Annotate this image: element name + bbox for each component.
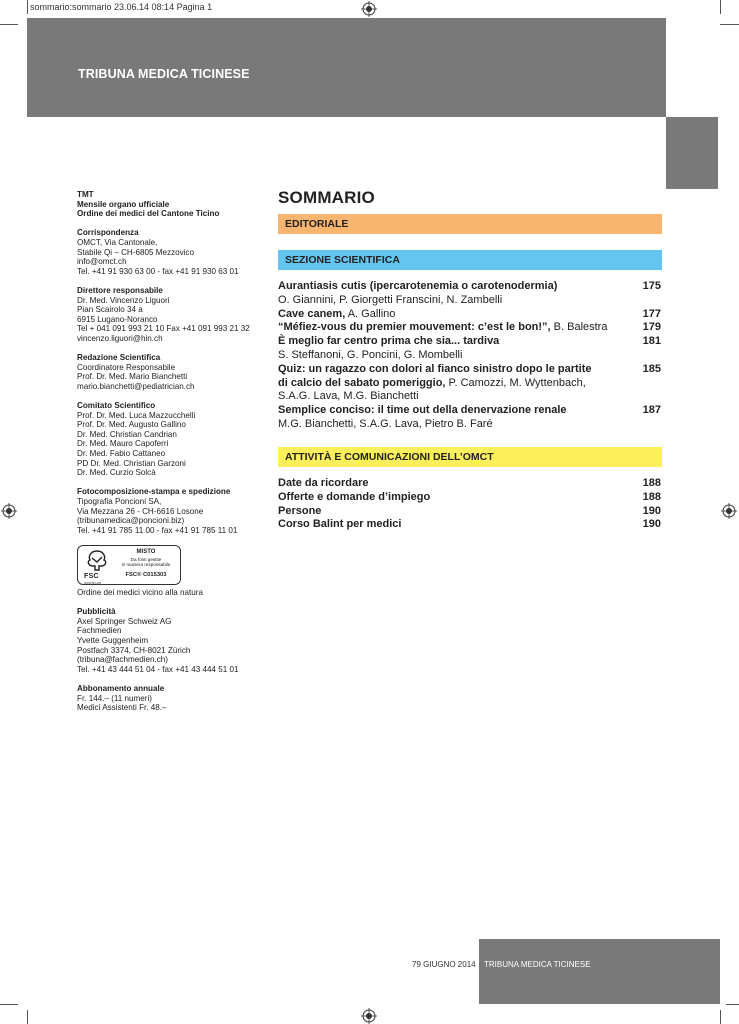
registration-mark-icon — [361, 1, 377, 17]
fsc-tree-icon — [84, 549, 110, 571]
toc-page-number: 177 — [642, 307, 661, 320]
journal-title: TRIBUNA MEDICA TICINESE — [78, 67, 250, 81]
masthead-column — [77, 190, 272, 722]
masthead-line: Postfach 3374, CH-8021 Zürich — [77, 645, 191, 655]
toc-authors: S. Steffanoni, G. Poncini, G. Mombelli — [278, 348, 463, 361]
toc-title: Semplice conciso: il time out della denervazione renale — [278, 404, 567, 417]
masthead-line: Prof. Dr. Med. Luca Mazzucchelli — [77, 410, 196, 420]
section-label: SEZIONE SCIENTIFICA — [285, 254, 400, 266]
registration-mark-icon — [1, 503, 17, 519]
toc-row — [278, 404, 662, 418]
fsc-sub-2: in maniera responsabile — [121, 561, 171, 567]
toc-page-number: 190 — [642, 518, 661, 531]
toc-row — [278, 294, 662, 308]
masthead-line: Tel. +41 91 930 63 00 - fax +41 91 930 63 01 — [77, 266, 239, 276]
masthead-line: Tel. +41 43 444 51 04 - fax +41 43 444 51 01 — [77, 664, 239, 674]
toc-title: Cave canem, — [278, 307, 346, 320]
fsc-mark: FSC — [84, 572, 99, 580]
crop-mark — [27, 0, 28, 14]
masthead-line: Prof. Dr. Med. Augusto Gallino — [77, 420, 186, 430]
section-bar-attivita — [278, 447, 662, 467]
crop-mark — [0, 24, 18, 25]
toc-page-number: 185 — [642, 362, 661, 375]
masthead-line: mario.bianchetti@pediatrician.ch — [77, 381, 195, 391]
masthead-line: Stabile Qi – CH-6805 Mezzovico — [77, 247, 194, 257]
toc-title: Offerte e domande d’impiego — [278, 490, 431, 503]
toc-page-number: 181 — [642, 335, 661, 348]
masthead-line: (tribuna@fachmedien.ch) — [77, 655, 168, 665]
masthead-line: OMCT, Via Cantonale, — [77, 237, 158, 247]
toc-page-number: 179 — [642, 321, 661, 334]
fsc-code: FSC® C015303 — [125, 571, 167, 578]
toc-title: È meglio far centro prima che sia... tardiva — [278, 335, 500, 348]
masthead-line: Yvette Guggenheim — [77, 635, 149, 645]
masthead-block — [77, 401, 272, 478]
masthead-heading: TMT — [77, 190, 94, 199]
toc-row — [278, 505, 662, 519]
toc-title: Corso Balint per medici — [278, 518, 402, 531]
crop-mark — [0, 1004, 18, 1005]
section-bar-editoriale — [278, 214, 662, 234]
masthead-top — [77, 190, 272, 535]
toc-row — [278, 477, 662, 491]
toc-title: “Méfiez-vous du premier mouvement: c’est le bon!”, — [278, 321, 551, 334]
masthead-heading: Comitato Scientifico — [77, 401, 156, 411]
toc-scientifica — [278, 280, 662, 432]
header-tab — [666, 117, 718, 189]
toc-authors: A. Gallino — [345, 307, 396, 320]
masthead-line: Coordinatore Responsabile — [77, 362, 176, 372]
masthead-heading: Abbonamento annuale — [77, 683, 165, 693]
issue-date: 79 GIUGNO 2014 — [412, 960, 476, 969]
masthead-line: Fachmedien — [77, 626, 122, 636]
toc-title: Date da ricordare — [278, 477, 369, 489]
masthead-line: Prof. Dr. Med. Mario Bianchetti — [77, 372, 188, 382]
toc-title: Quiz: un ragazzo con dolori al fianco sinistro dopo le partite — [278, 362, 592, 375]
toc-page-number: 188 — [642, 477, 661, 489]
toc-authors: M.G. Bianchetti, S.A.G. Lava, Pietro B. Faré — [278, 417, 493, 430]
section-bar-scientifica — [278, 250, 662, 270]
masthead-line: Dr. Med. Vincenzo Liguori — [77, 295, 170, 305]
masthead-block — [77, 607, 272, 674]
fsc-logo — [77, 545, 181, 585]
printer-slug: sommario:sommario 23.06.14 08:14 Pagina 1 — [30, 2, 213, 12]
masthead-line: Dr. Med. Curzio Solcà — [77, 468, 156, 478]
toc-authors: S.A.G. Lava, M.G. Bianchetti — [278, 390, 419, 403]
masthead-heading: Corrispondenza — [77, 228, 139, 238]
masthead-after — [77, 607, 272, 713]
masthead-line: Fr. 144.– (11 numeri) — [77, 693, 152, 703]
toc-authors: P. Camozzi, M. Wyttenbach, — [445, 376, 586, 389]
toc-page-number: 188 — [642, 490, 661, 503]
registration-mark-icon — [361, 1008, 377, 1024]
masthead-line: Mensile organo ufficiale — [77, 199, 170, 209]
toc-row — [278, 518, 662, 532]
masthead-block — [77, 228, 272, 276]
section-label: EDITORIALE — [285, 218, 349, 230]
fsc-sub-1: Da fonti gestite — [130, 556, 162, 562]
masthead-line: (tribunamedica@poncioni.biz) — [77, 516, 185, 526]
toc-row — [278, 377, 662, 391]
toc-row — [278, 280, 662, 294]
toc-row — [278, 308, 662, 322]
toc-row — [278, 363, 662, 377]
masthead-block — [77, 353, 272, 391]
masthead-heading: Redazione Scientifica — [77, 353, 161, 363]
footer-title: TRIBUNA MEDICA TICINESE — [484, 960, 591, 969]
crop-mark — [726, 1004, 739, 1005]
toc-page-number: 190 — [642, 504, 661, 517]
masthead-line: info@omct.ch — [77, 257, 127, 267]
toc-page-number: 187 — [642, 404, 661, 417]
toc-title: Persone — [278, 504, 322, 517]
masthead-line: PD Dr. Med. Christian Garzoni — [77, 458, 186, 468]
toc-attivita — [278, 477, 662, 532]
masthead-block — [77, 190, 272, 219]
crop-mark — [720, 24, 739, 25]
section-label: ATTIVITÀ E COMUNICAZIONI DELL’OMCT — [285, 451, 494, 463]
masthead-line: Tel. +41 91 785 11 00 - fax +41 91 785 11 01 — [77, 525, 238, 535]
toc-row — [278, 321, 662, 335]
crop-mark — [720, 1010, 721, 1024]
masthead-line: 6915 Lugano-Noranco — [77, 314, 158, 324]
fsc-url: www.fsc.org — [84, 580, 102, 585]
masthead-line: Pian Scairolo 34 a — [77, 305, 143, 315]
masthead-heading: Fotocomposizione-stampa e spedizione — [77, 487, 231, 497]
masthead-line: vincenzo.liguori@hin.ch — [77, 333, 163, 343]
masthead-line: Dr. Med. Christian Candrian — [77, 429, 177, 439]
toc-authors: B. Balestra — [550, 321, 608, 334]
masthead-line: Dr. Med. Fabio Cattaneo — [77, 449, 166, 459]
masthead-heading: Direttore responsabile — [77, 285, 163, 295]
toc-page-number: 175 — [642, 280, 661, 292]
masthead-line: Tipografia Poncioni SA, — [77, 497, 162, 506]
masthead-line: Axel Springer Schweiz AG — [77, 616, 172, 626]
masthead-line: Via Mezzana 26 - CH-6616 Losone — [77, 506, 204, 516]
fsc-caption: Ordine dei medici vicino alla natura — [77, 587, 203, 597]
fsc-label: MISTO — [136, 548, 156, 555]
footer-band — [479, 939, 720, 1004]
toc-row — [278, 390, 662, 404]
toc-title: di calcio del sabato pomeriggio, — [278, 376, 446, 389]
masthead-block — [77, 487, 272, 535]
registration-mark-icon — [721, 503, 737, 519]
toc-row — [278, 491, 662, 505]
toc-row — [278, 349, 662, 363]
toc-row — [278, 418, 662, 432]
crop-mark — [720, 0, 721, 14]
masthead-heading: Pubblicità — [77, 607, 116, 617]
masthead-line: Dr. Med. Mauro Capoferri — [77, 439, 169, 449]
masthead-block — [77, 684, 272, 713]
masthead-line: Tel + 041 091 993 21 10 Fax +41 091 993 21 32 — [77, 324, 250, 334]
toc-row — [278, 335, 662, 349]
masthead-block — [77, 286, 272, 344]
masthead-line: Ordine dei medici del Cantone Ticino — [77, 209, 220, 219]
toc-title: Aurantiasis cutis (ipercarotenemia o carotenodermia) — [278, 280, 558, 292]
crop-mark — [27, 1010, 28, 1024]
page-title: SOMMARIO — [278, 188, 375, 207]
masthead-line: Medici Assistenti Fr. 48.– — [77, 703, 167, 713]
toc-authors: O. Giannini, P. Giorgetti Franscini, N. Zambelli — [278, 293, 503, 306]
